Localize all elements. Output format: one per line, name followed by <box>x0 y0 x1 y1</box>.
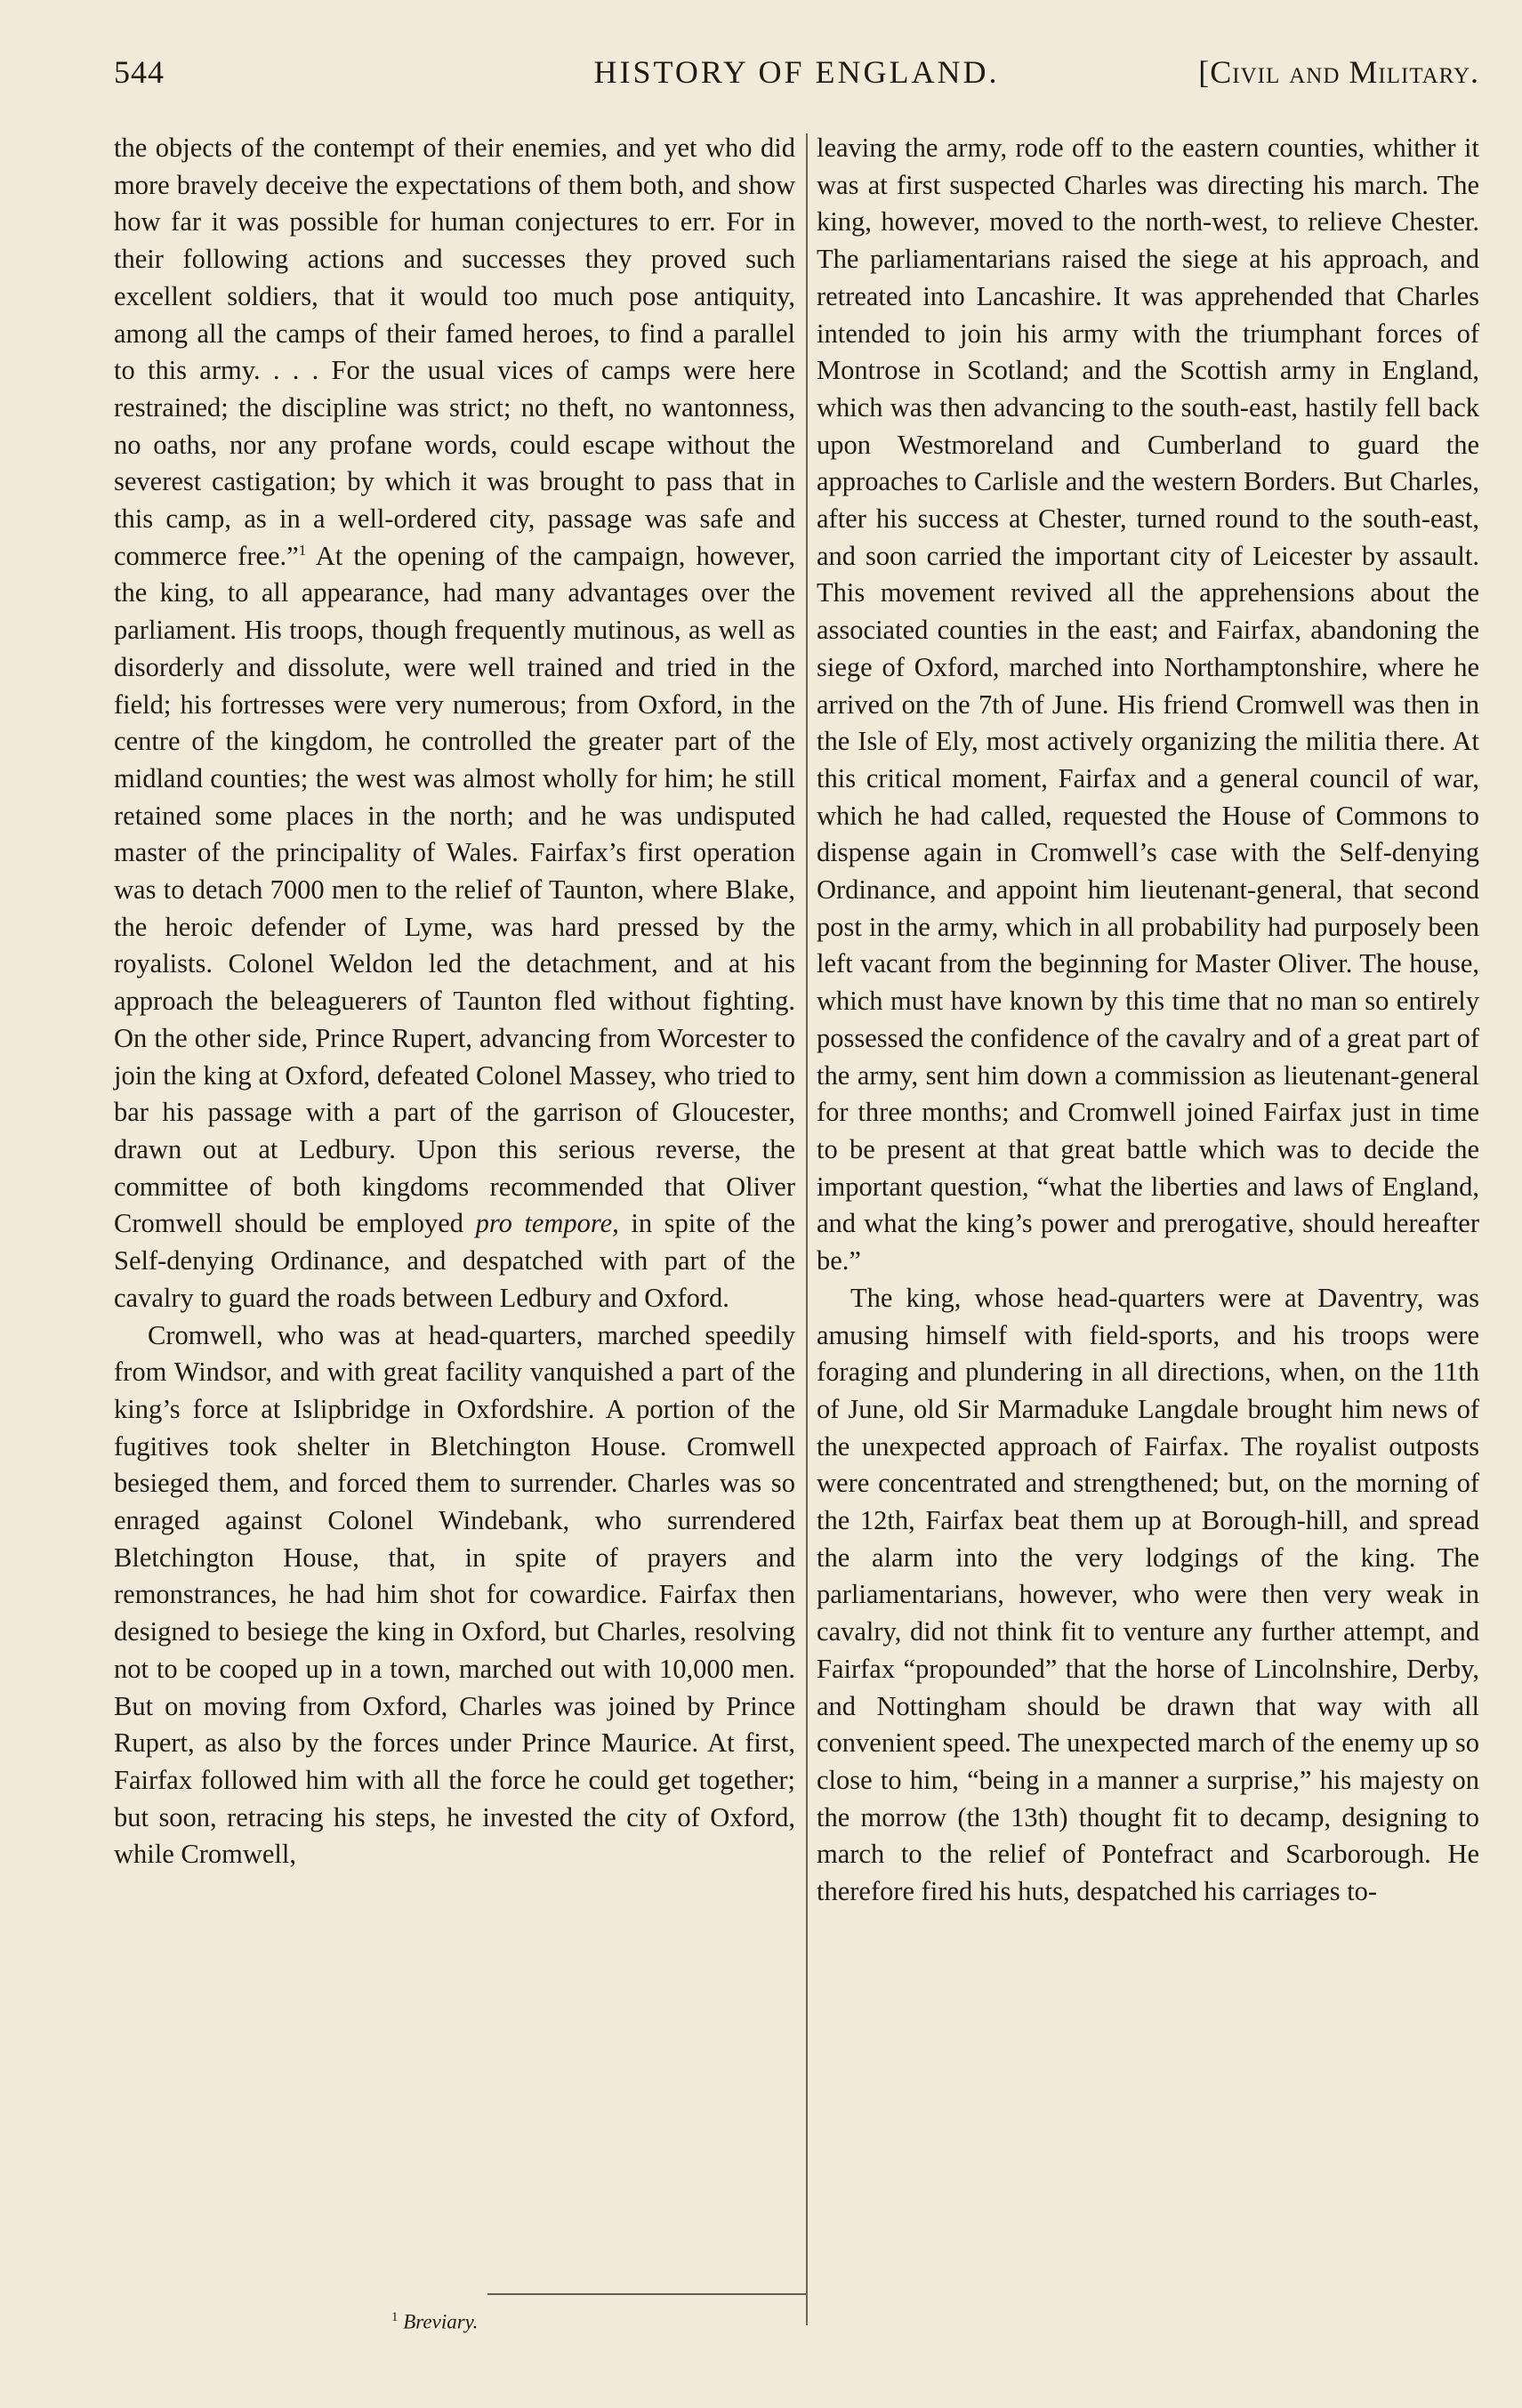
right-paragraph-1: leaving the army, rode off to the eastern counties, whither it was at first suspected Charles was directing his march. The king, however, moved to the north-west, to relieve Chester. The parliamentarians raised the siege at his approach, and retreated into Lancashire. It was apprehended that Charles intended to join his army with the triumphant forces of Montrose in Scotland; and the Scottish army in England, which was then advancing to the south-east, hastily fell back upon Westmoreland and Cumberland to guard the approaches to Carlisle and the western Borders. But Charles, after his success at Chester, turned round to the south-east, and soon carried the important city of Leicester by assault. This movement revived all the apprehensions about the associated counties in the east; and Fairfax, abandoning the siege of Oxford, marched into Northamptonshire, where he arrived on the 7th of June. His friend Cromwell was then in the Isle of Ely, most actively organizing the militia there. At this critical moment, Fairfax and a general council of war, which he had called, requested the House of Commons to dispense again in Cromwell’s case with the Self-denying Ordinance, and appoint him lieutenant-general, that second post in the army, which in all probability had purposely been left vacant from the beginning for Master Oliver. The house, which must have known by this time that no man so entirely possessed the confidence of the cavalry and of a great part of the army, sent him down a commission as lieutenant-general for three months; and Cromwell joined Fairfax just in time to be present at that great battle which was to decide the important question, “what the liberties and laws of England, and what the king’s power and prerogative, should hereafter be.” <box>817 133 1479 1276</box>
running-title: HISTORY OF ENGLAND. <box>593 54 1000 90</box>
footnote <box>391 2304 765 2336</box>
footnote-text: Breviary. <box>403 2310 479 2333</box>
right-paragraph-2: The king, whose head-quarters were at Daventry, was amusing himself with field-sports, and his troops were foraging and plundering in all directions, when, on the 11th of June, old Sir Marmaduke Langdale brought him news of the unexpected approach of Fairfax. The royalist outposts were concentrated and strengthened; but, on the morning of the 12th, Fairfax beat them up at Borough-hill, and spread the alarm into the very lodgings of the king. The parliamentarians, however, who were then very weak in cavalry, did not think fit to venture any further attempt, and Fairfax “propounded” that the horse of Lincolnshire, Derby, and Nottingham should be drawn that way with all convenient speed. The unexpected march of the enemy up so close to him, “being in a manner a surprise,” his majesty on the morrow (the 13th) thought fit to decamp, designing to march to the relief of Pontefract and Scarborough. He therefore fired his huts, despatched his carriages to- <box>817 1282 1479 1907</box>
right-column <box>817 130 1479 1911</box>
footnote-rule <box>487 2293 806 2295</box>
left-paragraph-1-part-a: the objects of the contempt of their enemies, and yet who did more bravely deceive the expectations of them both, and show how far it was possible for human conjectures to err. For in their following actions and successes they proved such excellent soldiers, that it would too much pose antiquity, among all the camps of their famed heroes, to find a parallel to this army. . . . For the usual vices of camps were here restrained; the discipline was strict; no theft, no wantonness, no oaths, nor any profane words, could escape without the severest castigation; by which it was brought to pass that in this camp, as in a well-ordered city, passage was safe and commerce free.” <box>114 133 795 571</box>
footnote-reference-mark: 1 <box>298 541 307 559</box>
left-column <box>114 130 795 1873</box>
left-paragraph-1 <box>114 130 795 1317</box>
left-paragraph-1-part-b: At the opening of the campaign, however, the king, to all appearance, had many advantages over the parliament. His troops, though frequently mutinous, as well as disorderly and dissolute, were well trained and tried in the field; his fortresses were very numerous; from Oxford, in the centre of the kingdom, he controlled the greater part of the midland counties; the west was almost wholly for him; he still retained some places in the north; and he was undisputed master of the principality of Wales. Fairfax’s first operation was to detach 7000 men to the relief of Taunton, where Blake, the heroic defender of Lyme, was hard pressed by the royalists. Colonel Weldon led the detachment, and at his approach the beleaguerers of Taunton fled without fighting. On the other side, Prince Rupert, advancing from Worcester to join the king at Oxford, defeated Colonel Massey, who tried to bar his passage with a part of the garrison of Gloucester, drawn out at Ledbury. Upon this serious reverse, the committee of both kingdoms recommended that Oliver Cromwell should be employed <box>114 540 796 1239</box>
page-number: 544 <box>114 54 165 90</box>
footnote-mark: 1 <box>391 2310 399 2324</box>
left-paragraph-2: Cromwell, who was at head-quarters, marched speedily from Windsor, and with great facility vanquished a part of the king’s force at Islipbridge in Oxfordshire. A portion of the fugitives took shelter in Bletchington House. Cromwell besieged them, and forced them to surrender. Charles was so enraged against Colonel Windebank, who surrendered Bletchington House, that, in spite of prayers and remonstrances, he had him shot for cowardice. Fairfax then designed to besiege the king in Oxford, but Charles, resolving not to be cooped up in a town, marched out with 10,000 men. But on moving from Oxford, Charles was joined by Prince Rupert, as also by the forces under Prince Maurice. At first, Fairfax followed him with all the force he could get together; but soon, retracing his steps, he invested the city of Oxford, while Cromwell, <box>114 1319 795 1870</box>
section-heading: [Civil and Military. <box>1198 54 1479 90</box>
italic-phrase: pro tempore, <box>475 1208 619 1239</box>
left-paragraph-1-part-c: in spite of the Self-denying Ordinance, and despatched with part of the cavalry to guard the roads between Ledbury and Oxford. <box>114 1208 795 1313</box>
column-divider <box>806 133 808 2325</box>
running-head <box>114 46 1479 100</box>
